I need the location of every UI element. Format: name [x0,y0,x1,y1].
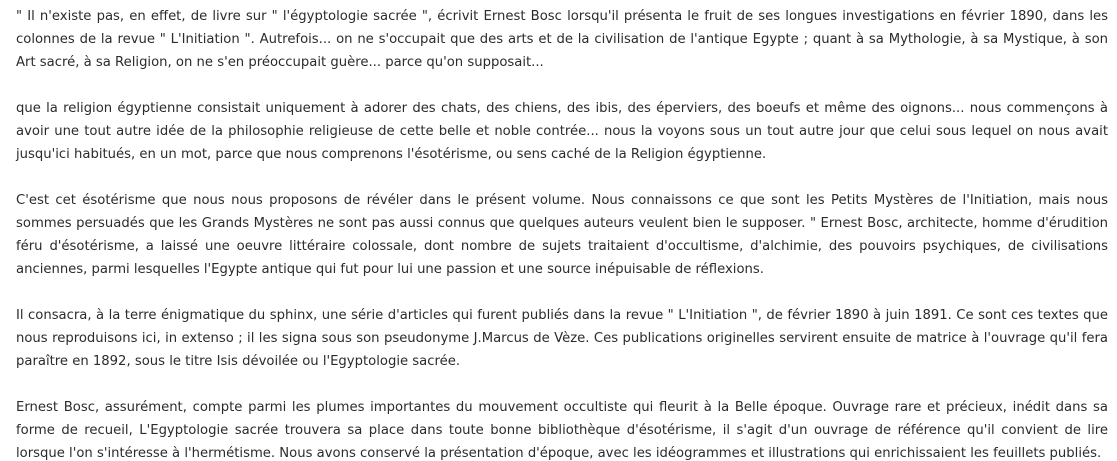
paragraph-conclusion: Ernest Bosc, assurément, compte parmi les plumes importantes du mouvement occultiste qui fleurit à la Belle époque. Ouvrage rare et précieux, inédit dans sa forme de recueil, L'Egyptologie sacrée trouvera sa place dans toute bonne bibliothèque d'ésotérisme, il s'agit d'un ouvrage de référence qu'il convient de lire lorsque l'on s'intéresse à l'hermétisme. Nous avons conservé la présentation d'époque, avec les idéogrammes et illustrations qui enrichissaient les feuillets publiés. [16,400,1108,461]
paragraph-intro-quote: " Il n'existe pas, en effet, de livre sur " l'égyptologie sacrée ", écrivit Ernest Bosc lorsqu'il présenta le fruit de ses longues investigations en février 1890, dans les colonnes de la revue " L'Initiation ". Autrefois... on ne s'occupait que des arts et de la civilisation de l'antique Egypte ; quant à sa Mythologie, à sa Mystique, à son Art sacré, à sa Religion, on ne s'en préoccupait guère... parce qu'on supposait... [16,9,1108,70]
paragraph-esoterism: C'est cet ésotérisme que nous nous proposons de révéler dans le présent volume. Nous connaissons ce que sont les Petits Mystères de l'Initiation, mais nous sommes persuadés que les Grands Mystères ne sont pas aussi connus que quelques auteurs veulent bien le supposer. " Ernest Bosc, architecte, homme d'érudition féru d'ésotérisme, a laissé une oeuvre littéraire colossale, dont nombre de sujets traitaient d'occultisme, d'alchimie, des pouvoirs psychiques, de civilisations anciennes, parmi lesquelles l'Egypte antique qui fut pour lui une passion et une source inépuisable de réflexions. [16,193,1108,277]
paragraph-religion: que la religion égyptienne consistait uniquement à adorer des chats, des chiens, des ibis, des éperviers, des boeufs et même des oignons... nous commençons à avoir une tout autre idée de la philosophie religieuse de cette belle et noble contrée... nous la voyons sous un tout autre jour que celui sous lequel on nous avait jusqu'ici habitués, en un mot, parce que nous comprenons l'ésotérisme, ou sens caché de la Religion égyptienne. [16,101,1108,162]
paragraph-articles: Il consacra, à la terre énigmatique du sphinx, une série d'articles qui furent publiés dans la revue " L'Initiation ", de février 1890 à juin 1891. Ce sont ces textes que nous reproduisons ici, in extenso ; il les signa sous son pseudonyme J.Marcus de Vèze. Ces publications originelles servirent ensuite de matrice à l'ouvrage qu'il fera paraître en 1892, sous le titre Isis dévoilée ou l'Egyptologie sacrée. [16,308,1108,369]
